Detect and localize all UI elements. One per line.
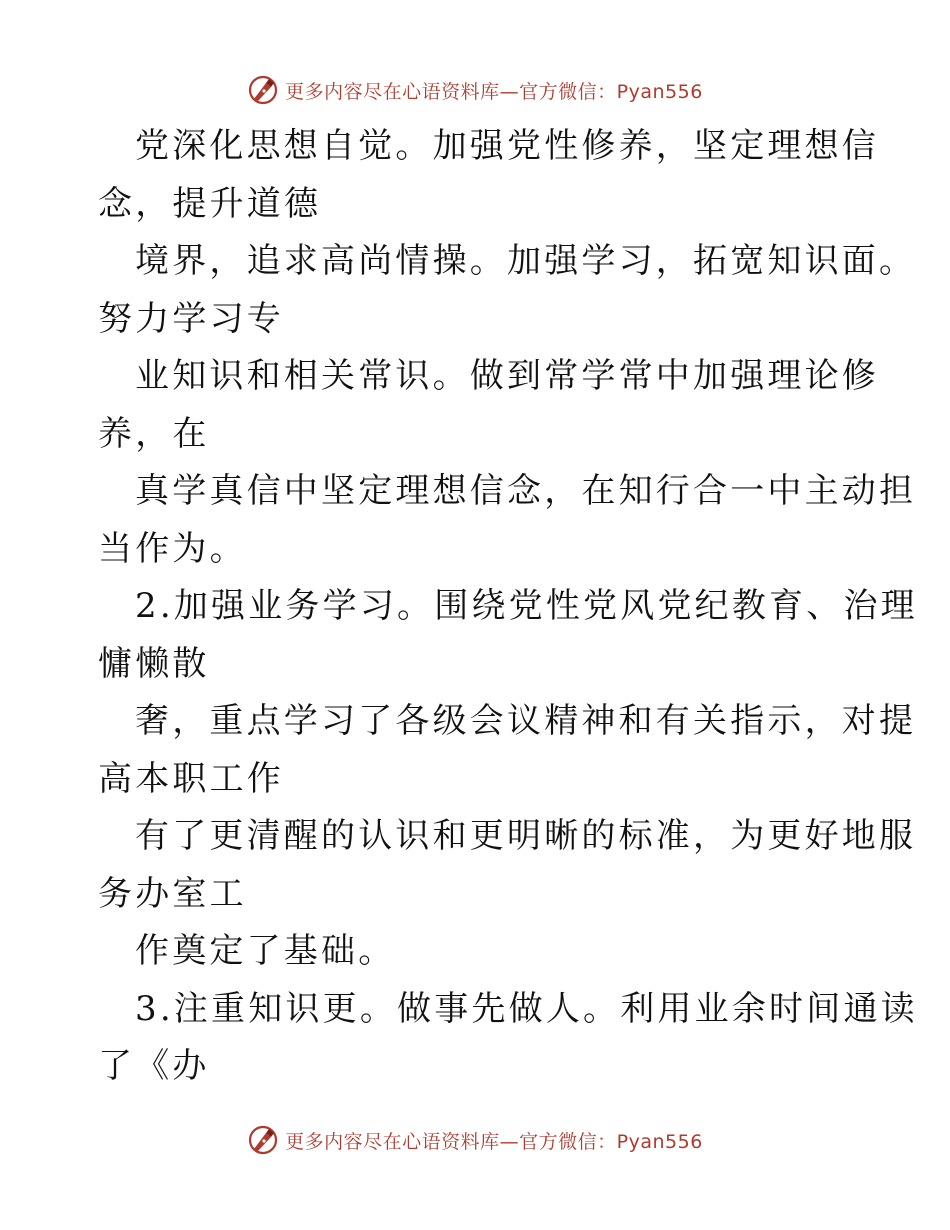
text-line: 务办室工 (98, 873, 247, 914)
footer-banner-text: 更多内容尽在心语资料库—官方微信：Pyan556 (285, 1130, 703, 1153)
text-line: 业知识和相关常识。做到常学常中加强理论修 (135, 356, 879, 396)
text-line: 当作为。 (98, 528, 247, 569)
header-banner-text: 更多内容尽在心语资料库—官方微信：Pyan556 (285, 80, 703, 103)
text-line: 作奠定了基础。 (135, 931, 396, 971)
text-line: 努力学习专 (98, 298, 284, 339)
text-line: 真学真信中坚定理想信念，在知行合一中主动担 (135, 471, 917, 511)
text-line: 党深化思想自觉。加强党性修养，坚定理想信 (135, 126, 879, 166)
pen-nib-logo-icon (247, 1124, 279, 1156)
text-line: 境界，追求高尚情操。加强学习，拓宽知识面。 (135, 241, 917, 281)
text-line: 了《办 (98, 1046, 210, 1086)
text-line: 奢，重点学习了各级会议精神和有关指示，对提 (135, 701, 917, 741)
header-banner (0, 70, 950, 110)
text-line: 2.加强业务学习。围绕党性党风党纪教育、治理 (135, 586, 918, 626)
text-line: 3.注重知识更。做事先做人。利用业余时间通读 (135, 988, 918, 1029)
text-line: 慵懒散 (98, 643, 210, 684)
footer-banner (0, 1120, 950, 1160)
text-line: 念，提升道德 (98, 183, 322, 224)
pen-nib-logo-icon (247, 74, 279, 106)
text-line: 高本职工作 (98, 758, 284, 799)
text-line: 有了更清醒的认识和更明晰的标准，为更好地服 (135, 816, 917, 856)
document-body (98, 118, 918, 1096)
text-line: 养，在 (98, 413, 210, 454)
